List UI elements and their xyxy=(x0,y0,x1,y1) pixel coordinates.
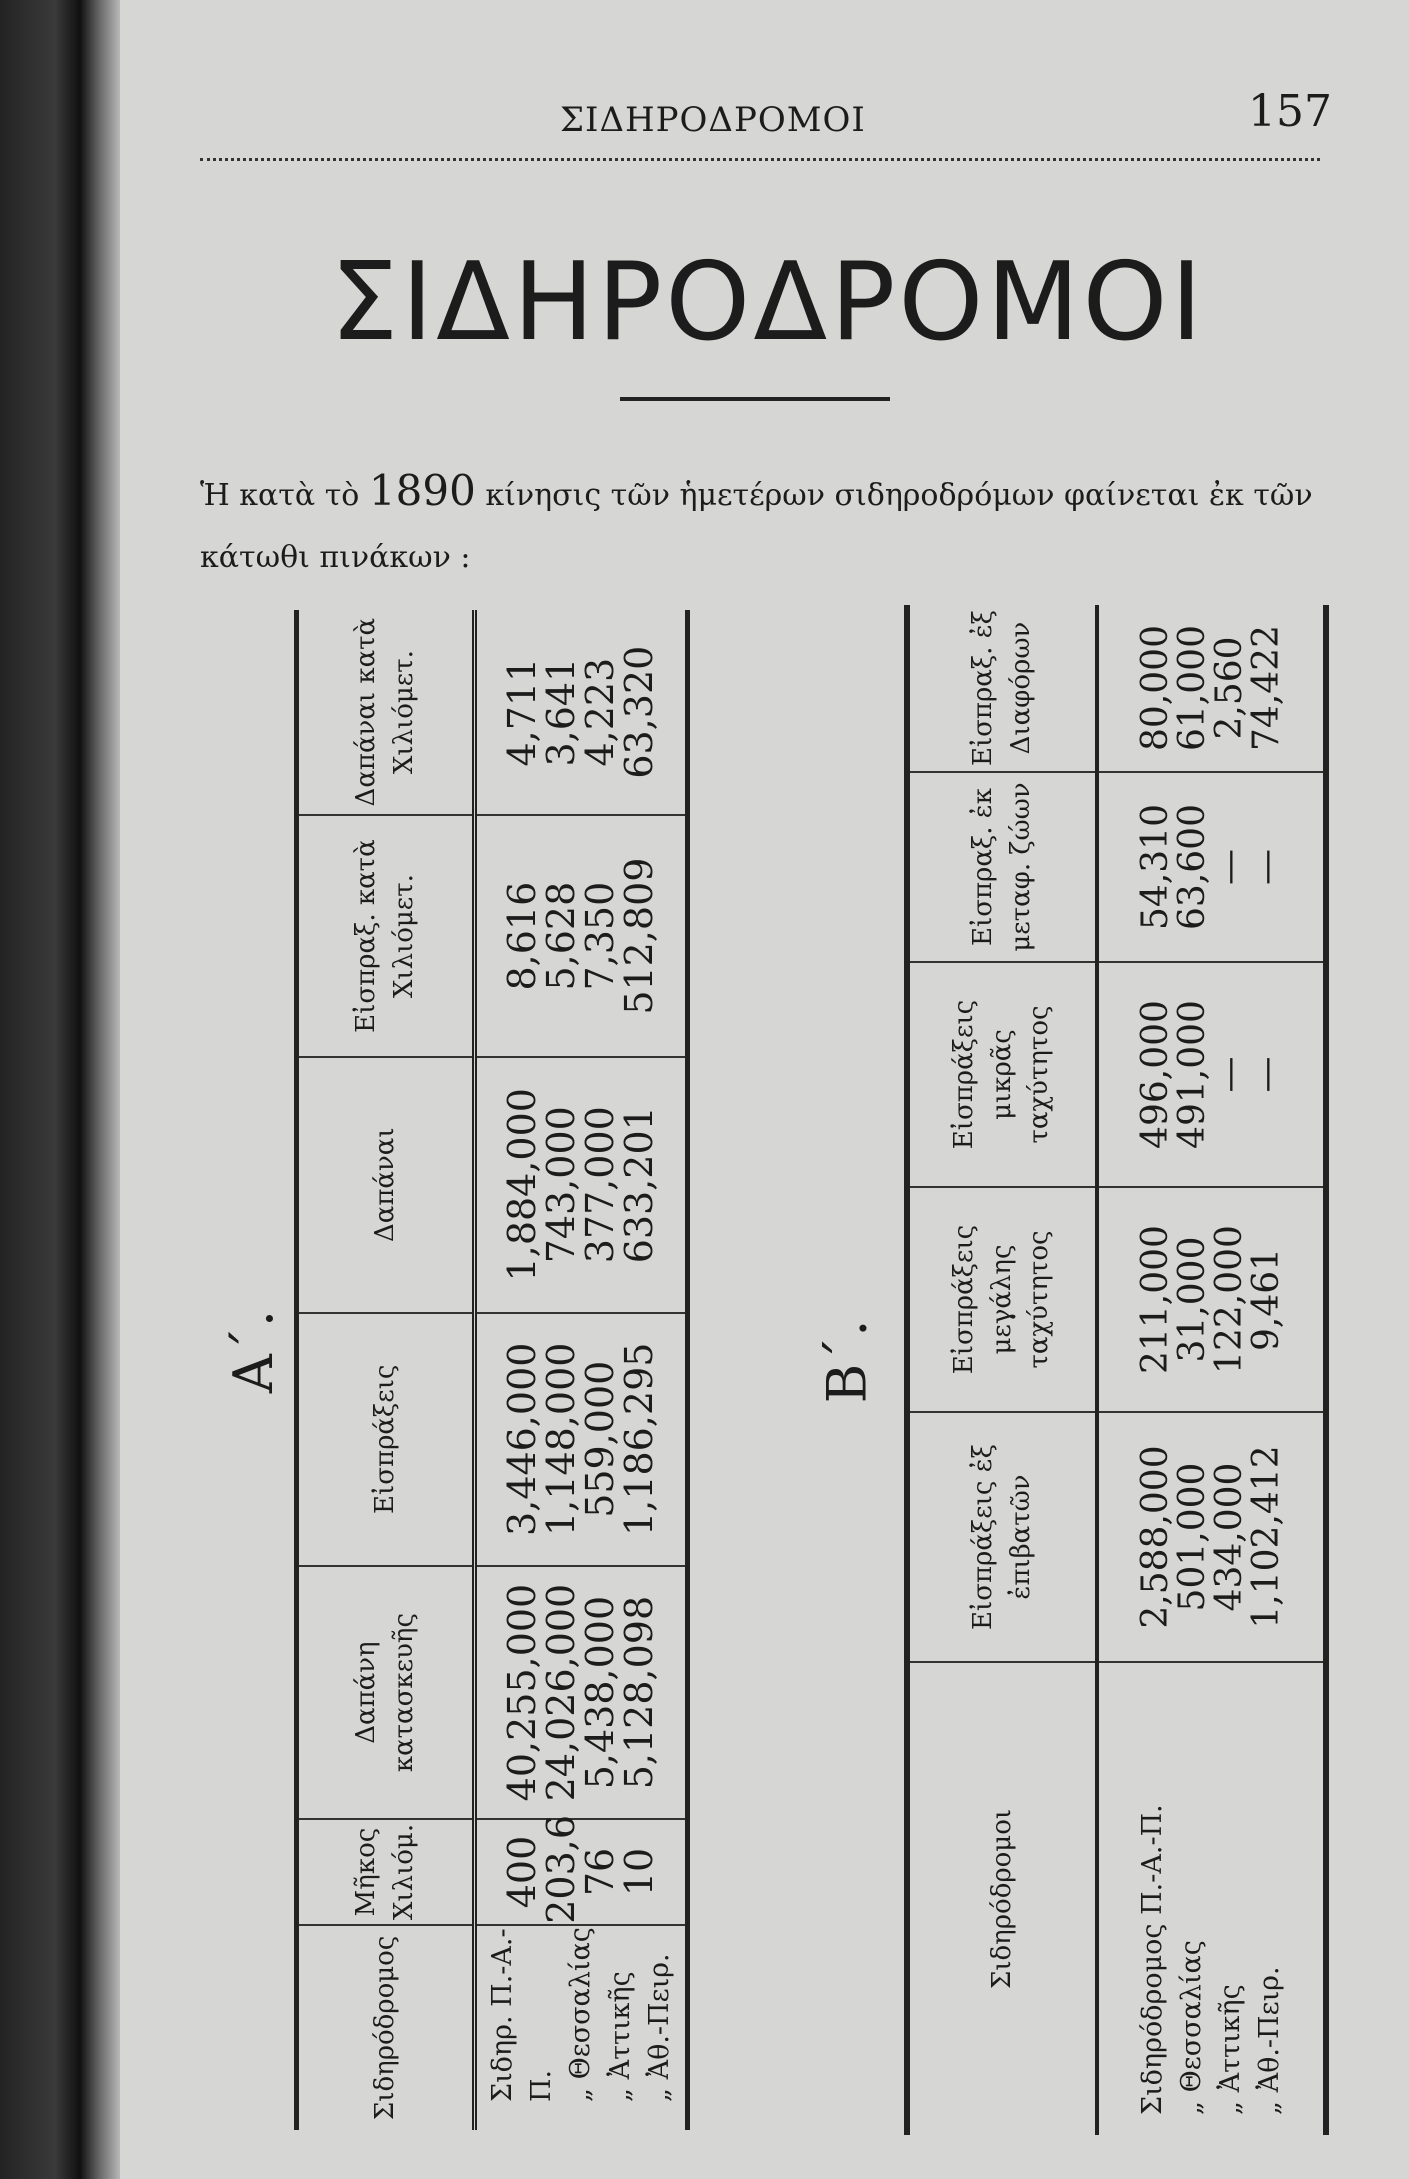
table-b-cell: — xyxy=(1209,1056,1250,1093)
table-a-cell: 40,255,000 xyxy=(499,1583,544,1802)
table-b-cell: 63,600 xyxy=(1171,804,1213,930)
table-b-livestock-revenue-column xyxy=(1097,772,1326,962)
table-a-row-name: Σιδηρ. Π.-Α.-Π. xyxy=(487,1928,558,2102)
table-b-header-passenger-revenue: Εἰσπράξεις ἐξ ἐπιβατῶν xyxy=(907,1412,1097,1662)
table-a-header-row xyxy=(297,610,475,2130)
table-b-cell: 1,102,412 xyxy=(1246,1445,1288,1629)
table-a-cell: 203,6 xyxy=(538,1814,583,1924)
table-b-cell: 2,560 xyxy=(1209,636,1250,740)
table-b-header-livestock-revenue: Εἰσπραξ. ἐκ μεταφ. ζώων xyxy=(907,772,1097,962)
table-a-row-name: „ Θεσσαλίας xyxy=(565,1927,597,2102)
table-a-cell: 8,616 xyxy=(499,881,544,991)
table-b-header-fast-freight-revenue: Εἰσπράξεις μεγάλης ταχύτητος xyxy=(907,1187,1097,1412)
table-a-header-revenue-per-km: Εἰσπραξ. κατὰ Χιλιόμετ. xyxy=(297,815,475,1057)
table-a-cell: 5,438,000 xyxy=(578,1595,622,1790)
table-b-body xyxy=(1097,605,1326,2135)
table-a-cell: 1,884,000 xyxy=(499,1088,544,1282)
table-a-cell: 1,186,295 xyxy=(617,1342,662,1536)
table-b-cell: 501,000 xyxy=(1171,1462,1213,1612)
page-title: ΣΙΔΗΡΟΔΡΟΜΟΙ xyxy=(330,240,1206,365)
running-title: ΣΙΔΗΡΟΔΡΟΜΟΙ xyxy=(560,100,866,140)
table-b-cell: 491,000 xyxy=(1171,1000,1213,1149)
table-a-length-column xyxy=(475,1814,688,1925)
book-binding-shadow xyxy=(0,0,120,2179)
table-b-fast-freight-revenue-column xyxy=(1097,1187,1326,1412)
table-b-cell: 31,000 xyxy=(1171,1236,1213,1363)
table-b-header-railway: Σιδηρόδρομοι xyxy=(907,1662,1097,2135)
table-a-cell: 3,446,000 xyxy=(499,1342,544,1536)
table-a-cell: 512,809 xyxy=(617,857,662,1015)
table-a-header-construction-cost: Δαπάνη κατασκευῆς xyxy=(297,1566,475,1819)
table-a-cell: 76 xyxy=(578,1847,622,1897)
table-a-cell: 4,711 xyxy=(499,657,544,767)
table-a-cell: 10 xyxy=(617,1847,662,1897)
table-a-cell: 3,641 xyxy=(538,657,583,767)
intro-rest: κίνησις τῶν ἡμετέρων σιδηροδρόμων φαίνεται ἐκ τῶν κάτωθι πινάκων : xyxy=(200,478,1313,575)
table-b-header-slow-freight-revenue: Εἰσπράξεις μικρᾶς ταχύτητος xyxy=(907,962,1097,1187)
table-b-cell: 9,461 xyxy=(1246,1247,1288,1352)
table-a-body xyxy=(475,610,688,2130)
intro-paragraph xyxy=(200,460,1330,589)
page-number: 157 xyxy=(1248,86,1332,137)
table-a-expenses-per-km-column xyxy=(475,610,688,815)
table-b-cell: 211,000 xyxy=(1134,1225,1176,1374)
table-b-passenger-revenue-column xyxy=(1097,1412,1326,1662)
table-b-cell: 496,000 xyxy=(1134,1000,1176,1149)
table-b-other-revenue-column xyxy=(1097,605,1326,772)
table-b-cell: — xyxy=(1209,849,1250,885)
table-a-cell: 633,201 xyxy=(617,1106,662,1264)
table-a-cell: 5,628 xyxy=(538,881,583,991)
table-b-cell: — xyxy=(1246,1056,1288,1093)
table-b-cell: 74,422 xyxy=(1246,625,1288,751)
table-b-cell: 80,000 xyxy=(1134,625,1176,751)
table-b-label: Β΄. xyxy=(815,1319,879,1404)
table-a-label: Α΄. xyxy=(222,1309,286,1394)
table-b-row-name: Σιδηρόδρομος Π.-Α.-Π. xyxy=(1136,1804,1168,2115)
table-a-header-expenses: Δαπάναι xyxy=(297,1057,475,1313)
table-a-row-name: „ Ἀθ.-Πειρ. xyxy=(643,1953,675,2102)
intro-prefix: Ἡ κατὰ τὸ xyxy=(200,478,360,513)
table-a-header-revenue: Εἰσπράξεις xyxy=(297,1313,475,1566)
title-rule xyxy=(620,397,890,401)
table-a xyxy=(294,610,690,2130)
table-b-row-name: „ Θεσσαλίας xyxy=(1175,1940,1207,2115)
table-a-revenue-column xyxy=(475,1313,688,1566)
table-b-cell: — xyxy=(1246,849,1288,885)
table-a-cell: 400 xyxy=(499,1835,544,1909)
table-a-cell: 4,223 xyxy=(578,657,622,767)
intro-year: 1890 xyxy=(368,466,476,515)
table-a-cell: 1,148,000 xyxy=(538,1342,583,1536)
table-a-cell: 7,350 xyxy=(578,881,622,991)
table-b-row-name: „ Ἀττικῆς xyxy=(1215,1984,1246,2115)
table-a-expenses-column xyxy=(475,1057,688,1313)
table-b-cell: 2,588,000 xyxy=(1134,1445,1176,1629)
header-rule xyxy=(200,158,1320,161)
table-a-cell: 24,026,000 xyxy=(538,1583,583,1802)
table-b-row-name: „ Ἀθ.-Πειρ. xyxy=(1254,1966,1286,2115)
table-b xyxy=(904,605,1329,2135)
table-a-cell: 559,000 xyxy=(578,1360,622,1518)
table-a-header-railway: Σιδηρόδρομος xyxy=(297,1925,475,2130)
table-b-cell: 61,000 xyxy=(1171,625,1213,751)
table-b-railway-names xyxy=(1097,1662,1326,2135)
table-a-row-name: „ Ἀττικῆς xyxy=(604,1971,636,2102)
table-b-header-row xyxy=(907,605,1097,2135)
table-a-cell: 377,000 xyxy=(578,1106,622,1264)
table-a-cell: 743,000 xyxy=(538,1106,583,1264)
table-b-header-other-revenue: Εἰσπραξ. ἐξ Διαφόρων xyxy=(907,605,1097,772)
table-a-cell: 63,320 xyxy=(617,645,662,779)
table-b-cell: 122,000 xyxy=(1209,1225,1250,1374)
table-a-revenue-per-km-column xyxy=(475,815,688,1057)
table-a-header-length: Μῆκος Χιλιόμ. xyxy=(297,1819,475,1925)
table-a-header-expenses-per-km: Δαπάναι κατὰ Χιλιόμετ. xyxy=(297,610,475,815)
table-a-railway-names xyxy=(475,1925,688,2130)
table-b-cell: 54,310 xyxy=(1134,804,1176,930)
table-b-slow-freight-revenue-column xyxy=(1097,962,1326,1187)
table-b-cell: 434,000 xyxy=(1209,1462,1250,1612)
table-a-cell: 5,128,098 xyxy=(617,1595,662,1790)
table-a-construction-cost-column xyxy=(475,1566,688,1819)
